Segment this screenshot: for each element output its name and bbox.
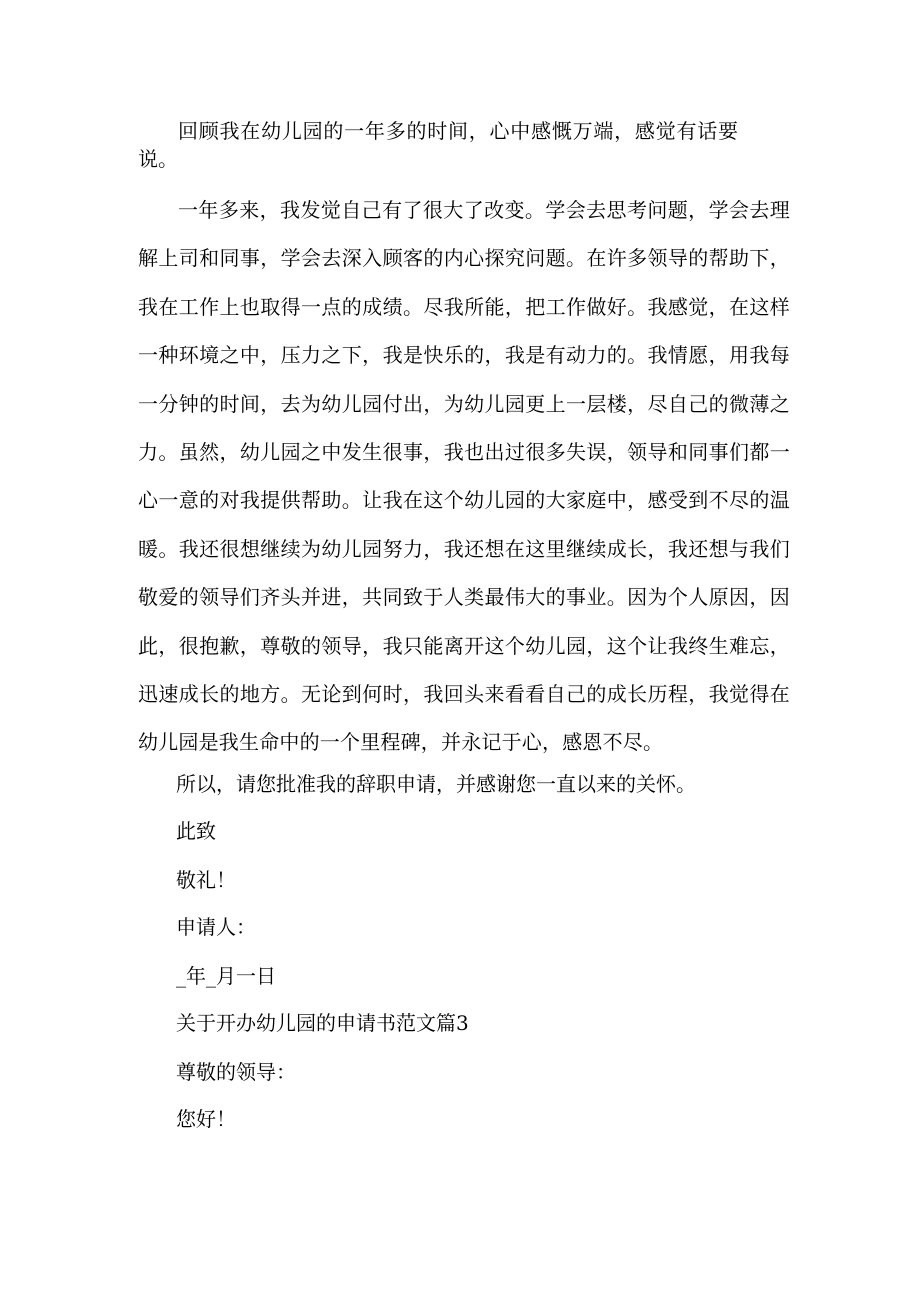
closing-salutation: 此致 <box>176 819 216 843</box>
letter-greeting: 尊敬的领导： <box>176 1060 296 1084</box>
body-paragraph: 一年多来，我发觉自己有了很大了改变。学会去思考问题，学会去理解上司和同事，学会去深入顾客的内心探究问题。在许多领导的帮助下，我在工作上也取得一点的成绩。尽我所能，把工作做好。我感觉，在这样一种环境之中，压力之下，我是快乐的，我是有动力的。我情愿，用我每一分钟的时间，去为幼儿园付出，为幼儿园更上一层楼，尽自己的微薄之力。虽然，幼儿园之中发生很事，我也出过很多失误，领导和同事们都一心一意的对我提供帮助。让我在这个幼儿园的大家庭中，感受到不尽的温暖。我还很想继续为幼儿园努力，我还想在这里继续成长，我还想与我们敬爱的领导们齐头并进，共同致于人类最伟大的事业。因为个人原因，因此，很抱歉，尊敬的领导，我只能离开这个幼儿园，这个让我终生难忘，迅速成长的地方。无论到何时，我回头来看看自己的成长历程，我觉得在幼儿园是我生命中的一个里程碑，并永记于心，感恩不尽。 <box>138 198 790 755</box>
closing-respect: 敬礼！ <box>176 868 236 892</box>
intro-paragraph: 回顾我在幼儿园的一年多的时间，心中感慨万端，感觉有话要说。 <box>138 119 738 171</box>
letter-hello: 您好！ <box>176 1107 236 1131</box>
request-line: 所以，请您批准我的辞职申请，并感谢您一直以来的关怀。 <box>176 772 696 796</box>
applicant-label: 申请人： <box>176 915 256 939</box>
date-line: _年_月一日 <box>176 964 276 988</box>
section-heading: 关于开办幼儿园的申请书范文篇3 <box>176 1011 469 1035</box>
